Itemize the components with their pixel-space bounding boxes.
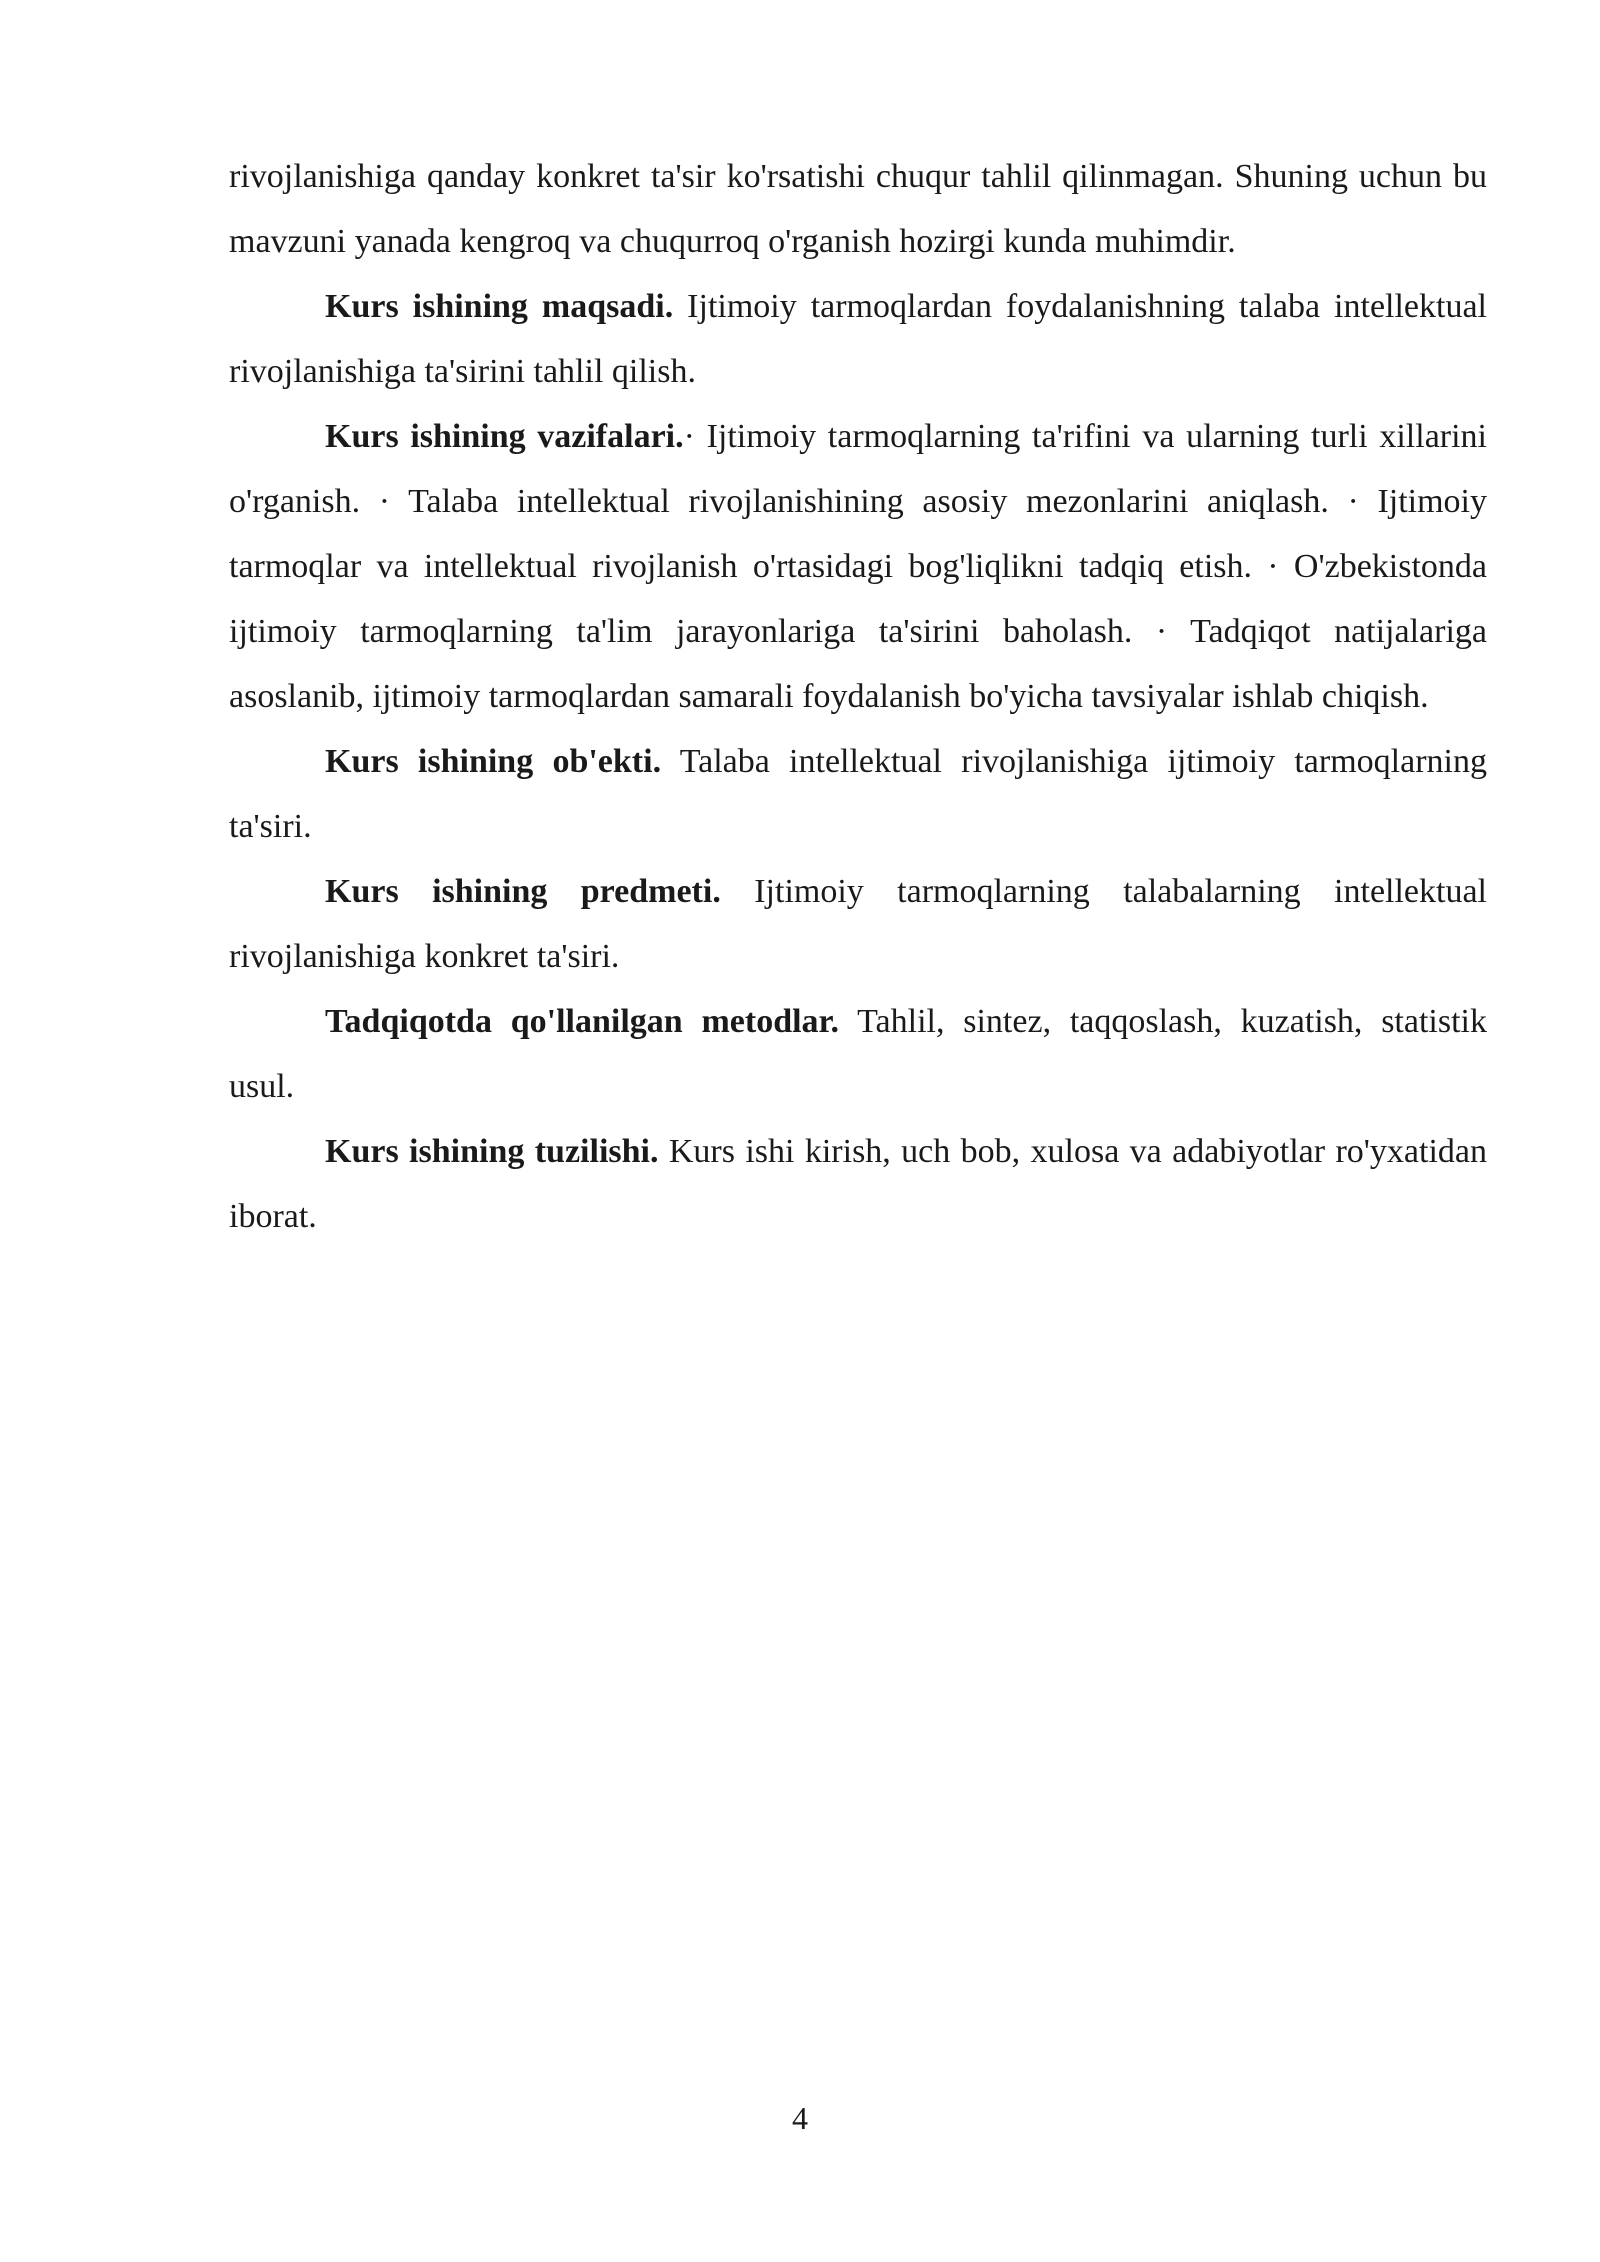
purpose-paragraph — [229, 274, 1487, 404]
subject-heading: Kurs ishining predmeti. — [325, 873, 721, 910]
purpose-heading: Kurs ishining maqsadi. — [325, 288, 674, 325]
purpose-text: Ijtimoiy tarmoqlardan foydalanishning talaba intellektual rivojlanishiga ta'sirini tahlil qilish. — [229, 288, 1488, 390]
structure-text: Kurs ishi kirish, uch bob, xulosa va adabiyotlar ro'yxatidan iborat. — [229, 1133, 1487, 1235]
tasks-paragraph — [229, 404, 1487, 729]
object-heading: Kurs ishining ob'ekti. — [325, 743, 662, 780]
subject-text: Ijtimoiy tarmoqlarning talabalarning intellektual rivojlanishiga konkret ta'siri. — [229, 873, 1488, 975]
page-number: 4 — [792, 2100, 808, 2136]
structure-paragraph — [229, 1119, 1487, 1249]
page-body — [229, 144, 1487, 1249]
object-text: Talaba intellektual rivojlanishiga ijtimoiy tarmoqlarning ta'siri. — [229, 743, 1487, 845]
tasks-text: · Ijtimoiy tarmoqlarning ta'rifini va ularning turli xillarini o'rganish. · Talaba intellektual rivojlanishining asosiy mezonlarini aniqlash. · Ijtimoiy tarmoqlar va intellektual rivojlanish o'rtasidagi bog'liqlikni tadqiq etish. · O'zbekistonda ijtimoiy tarmoqlarning ta'lim jarayonlariga ta'sirini baholash. · Tadqiqot natijalariga asoslanib, ijtimoiy tarmoqlardan samarali foydalanish bo'yicha tavsiyalar ishlab chiqish. — [229, 418, 1487, 715]
methods-paragraph — [229, 989, 1487, 1119]
subject-paragraph — [229, 859, 1487, 989]
intro-continuation-paragraph: rivojlanishiga qanday konkret ta'sir ko'rsatishi chuqur tahlil qilinmagan. Shuning uchun bu mavzuni yanada kengroq va chuqurroq o'rganish hozirgi kunda muhimdir. — [229, 158, 1487, 260]
object-paragraph — [229, 729, 1487, 859]
tasks-heading: Kurs ishining vazifalari. — [325, 418, 684, 455]
methods-heading: Tadqiqotda qo'llanilgan metodlar. — [325, 1003, 840, 1040]
structure-heading: Kurs ishining tuzilishi. — [325, 1133, 659, 1170]
methods-text: Tahlil, sintez, taqqoslash, kuzatish, statistik usul. — [229, 1003, 1487, 1105]
